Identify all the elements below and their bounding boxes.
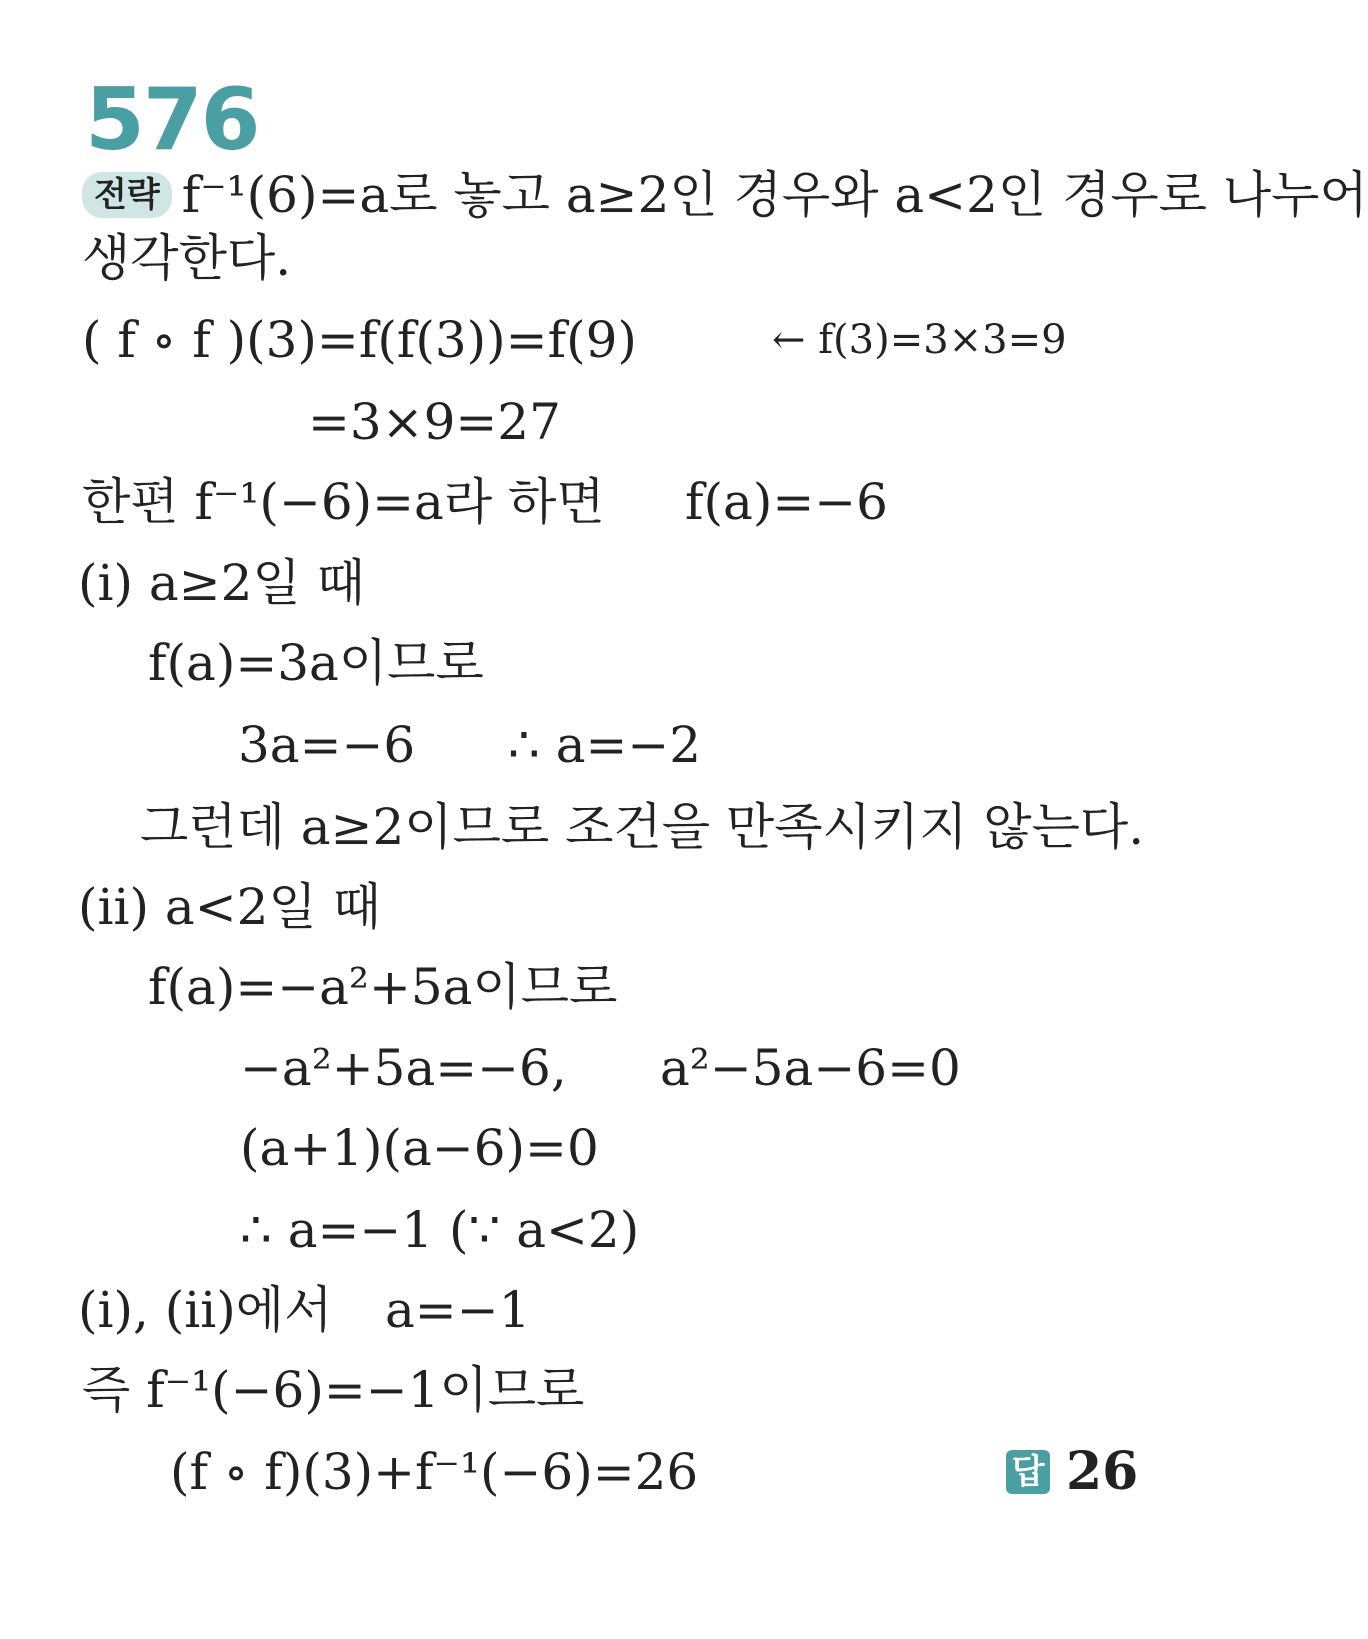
math-line: a=−1 — [385, 1281, 531, 1339]
strategy-text-1: f⁻¹(6)=a로 놓고 a≥2인 경우와 a<2인 경우로 나누어 — [181, 166, 1368, 224]
math-line: (ⅰ), (ⅱ)에서 — [78, 1281, 333, 1339]
answer — [1006, 1442, 1138, 1502]
math-line: ( f ∘ f )(3)=f(f(3))=f(9) — [82, 311, 637, 369]
math-line: ∴ a=−1 (∵ a<2) — [240, 1201, 640, 1259]
strategy-line-2: 생각한다. — [82, 229, 292, 287]
math-line: f(a)=−6 — [685, 473, 888, 531]
math-line: f(a)=−a²+5a이므로 — [148, 958, 618, 1016]
strategy-line-1 — [82, 165, 1368, 225]
answer-value: 26 — [1066, 1441, 1139, 1502]
side-note: ← f(3)=3×3=9 — [772, 317, 1067, 363]
math-line: ∴ a=−2 — [508, 716, 702, 774]
answer-badge: 답 — [1006, 1450, 1050, 1494]
case-heading: (ⅱ) a<2일 때 — [78, 878, 381, 936]
math-line: −a²+5a=−6, — [240, 1039, 567, 1097]
math-line: (f ∘ f)(3)+f⁻¹(−6)=26 — [170, 1443, 699, 1501]
math-line: =3×9=27 — [308, 393, 561, 451]
case-heading: (ⅰ) a≥2일 때 — [78, 554, 365, 612]
math-line: f(a)=3a이므로 — [148, 634, 484, 692]
strategy-badge: 전략 — [82, 172, 172, 218]
math-line: a²−5a−6=0 — [660, 1039, 961, 1097]
math-line: 즉 f⁻¹(−6)=−1이므로 — [82, 1361, 585, 1419]
math-line: 한편 f⁻¹(−6)=a라 하면 — [82, 473, 605, 531]
text-line: 그런데 a≥2이므로 조건을 만족시키지 않는다. — [140, 798, 1145, 856]
math-line: (a+1)(a−6)=0 — [240, 1119, 599, 1177]
math-line: 3a=−6 — [238, 716, 416, 774]
problem-number: 576 — [85, 70, 259, 170]
